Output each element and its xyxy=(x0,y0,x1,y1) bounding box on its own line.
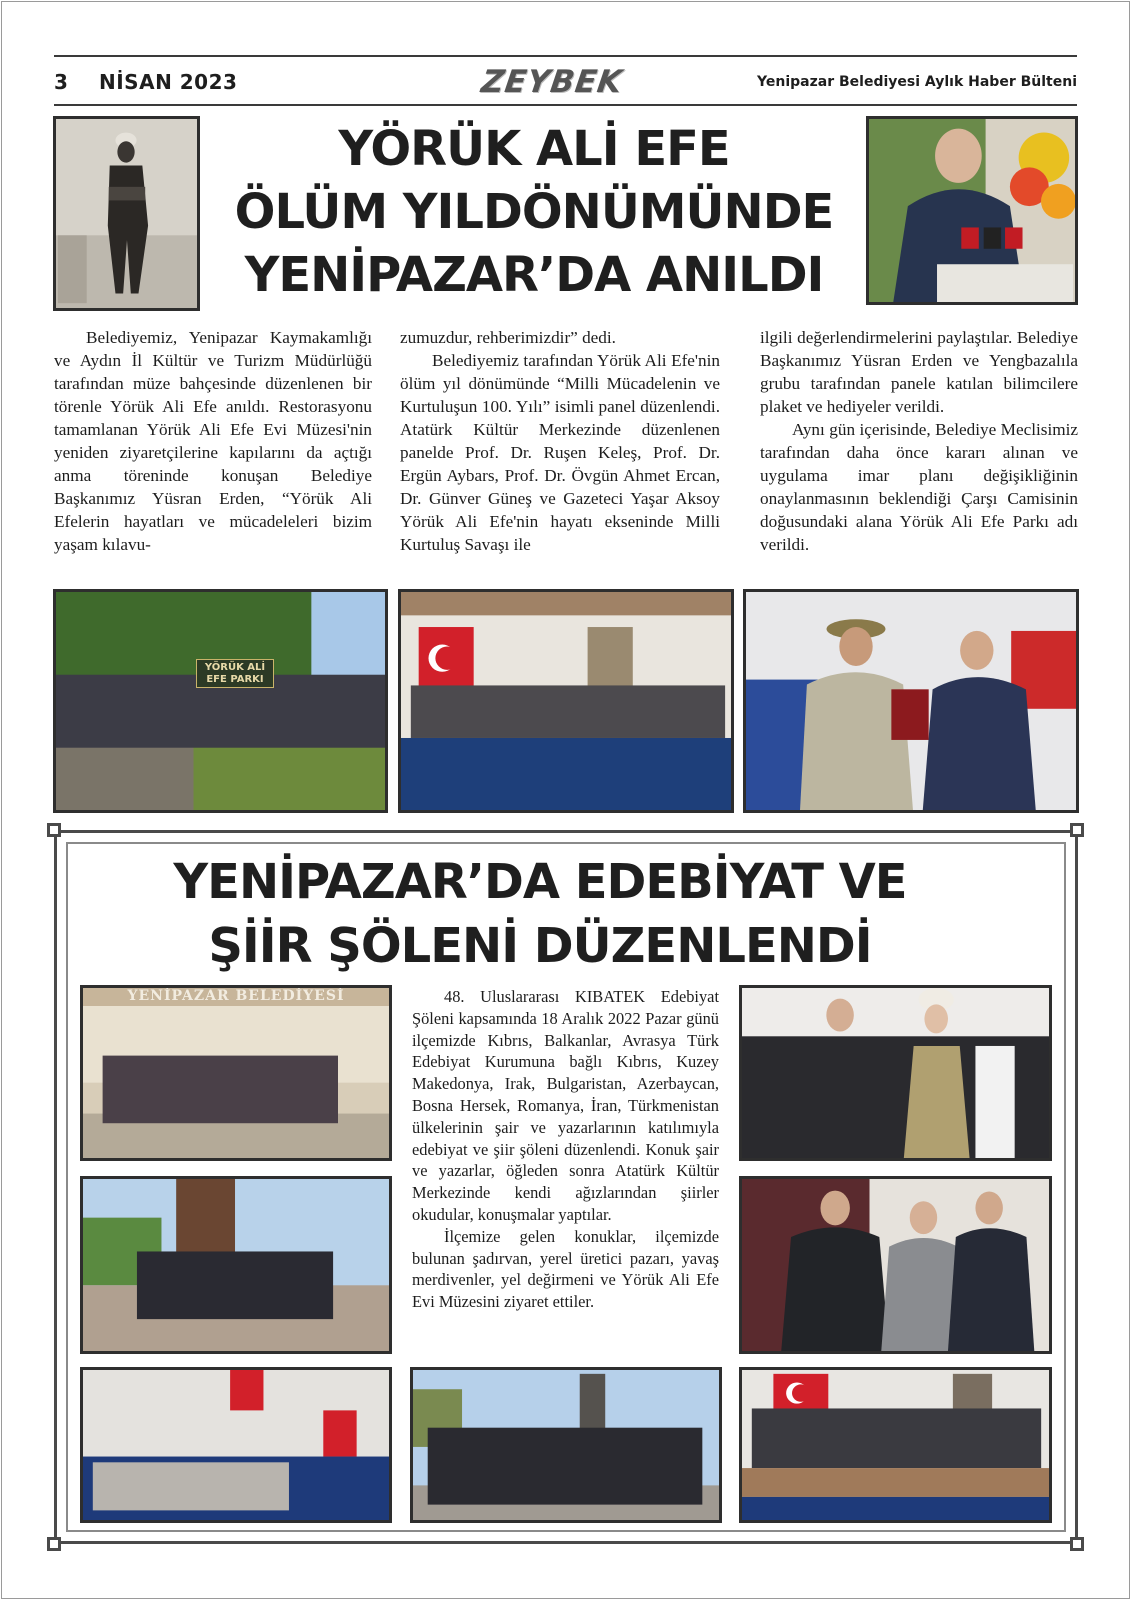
article1-headline xyxy=(204,118,864,307)
article1-column-3 xyxy=(760,326,1078,556)
newsletter-tagline: Yenipazar Belediyesi Aylık Haber Bülteni xyxy=(757,74,1077,90)
frame-corner-top-right xyxy=(1070,823,1084,837)
photo-stage-group xyxy=(739,1367,1052,1523)
article1-paragraph-2: Belediyemiz tarafından Yörük Ali Efe'nin ölüm yıl dönümünde “Milli Mücadelenin ve Kurtuluşun 100. Yılı” isimli panel düzenlendi. Atatürk Kültür Merkezinde düzenlenen panelde Prof. Dr. Ruşen Keleş, Prof. Dr. Ergün Aybars, Prof. Dr. Övgün Ahmet Ercan, Dr. Günver Güneş ve Gazeteci Yaşar Aksoy Yörük Ali Efe'nin hayatı ekseninde Milli Kurtuluş Savaşı ile xyxy=(400,351,720,554)
article1-paragraph-2-end: ilgili değerlendirmelerini paylaştılar. Belediye Başkanımız Yüsran Erden ve Yengbazalıla grubu tarafından panele katılan bilimcilere plaket ve hediyeler verildi. xyxy=(760,328,1078,416)
page-header xyxy=(54,64,1077,102)
article2-headline xyxy=(120,850,960,978)
photo-plaque-presentation xyxy=(743,589,1079,813)
photo-hall-performance xyxy=(80,1367,392,1523)
photo-mayor-speech xyxy=(866,116,1078,305)
issue-date: NİSAN 2023 xyxy=(99,70,238,94)
article1-column-2 xyxy=(400,326,720,556)
photo-group-statue xyxy=(410,1367,722,1523)
article2-paragraph-1: 48. Uluslararası KIBATEK Edebiyat Şöleni kapsamında 18 Aralık 2022 Pazar günü ilçemizde Kıbrıs, Balkanlar, Avrasya Türk Edebiyat Kurumuna bağlı Kıbrıs, Kuzey Makedonya, Irak, Bulgaristan, Azerbaycan, Bosna Hersek, Romanya, İran, Türkmenistan ülkelerinin şair ve yazarlarının katılımıyla edebiyat ve şiir şöleni düzenlendi. Konuk şair ve yazarlar, öğleden sonra Atatürk Kültür Merkezinde kendi ağızlarından şiirler okudular, konuşmalar yaptılar. xyxy=(412,987,719,1224)
frame-corner-bottom-left xyxy=(47,1537,61,1551)
photo-award-poet xyxy=(739,985,1052,1161)
article2-headline-line2: ŞİİR ŞÖLENİ DÜZENLENDİ xyxy=(208,918,872,974)
article1-paragraph-1-end: zumuzdur, rehberimizdir” dedi. xyxy=(400,328,616,347)
photo-park-sign: YÖRÜK ALİ EFE PARKI xyxy=(196,659,274,688)
frame-corner-top-left xyxy=(47,823,61,837)
photo-group-sadirvan xyxy=(80,1176,392,1354)
article1-headline-line1: YÖRÜK ALİ EFE xyxy=(338,121,730,177)
article1-paragraph-3: Aynı gün içerisinde, Belediye Meclisimiz tarafından daha önce kararı alınan ve uygulama imar planı değişikliğinin onaylanmasının beklendiği Çarşı Camisinin doğusundaki alana Yörük Ali Efe Parkı adı verildi. xyxy=(760,420,1078,554)
frame-corner-bottom-right xyxy=(1070,1537,1084,1551)
photo-park-naming xyxy=(53,589,388,813)
photo-panel-group xyxy=(398,589,734,813)
photo-yoruk-ali-efe-portrait xyxy=(53,116,200,311)
article1-headline-line2: ÖLÜM YILDÖNÜMÜNDE xyxy=(234,184,834,240)
article1-paragraph-1: Belediyemiz, Yenipazar Kaymakamlığı ve Aydın İl Kültür ve Turizm Müdürlüğü tarafından müze bahçesinde düzenlenen bir törenle Yörük Ali Efe anıldı. Restorasyonu tamamlanan Yörük Ali Efe Evi Müzesi'nin yeniden ziyaretçilerine kapılarını da açtığı anma töreninde konuşan Belediye Başkanımız Yüsran Erden, “Yörük Ali Efelerin hayatları ve mücadeleleri bizim yaşam kılavu- xyxy=(54,328,372,554)
photo-building-sign: YENİPAZAR BELEDİYESİ xyxy=(83,988,389,1006)
header-bottom-rule xyxy=(54,104,1077,106)
photo-group-municipality xyxy=(80,985,392,1161)
photo-award-guests xyxy=(739,1176,1052,1354)
page-number: 3 xyxy=(54,70,68,94)
article1-column-1 xyxy=(54,326,372,556)
header-top-rule xyxy=(54,55,1077,57)
article2-headline-line1: YENİPAZAR’DA EDEBİYAT VE xyxy=(173,854,907,910)
article2-column xyxy=(412,986,719,1313)
article2-paragraph-2: İlçemize gelen konuklar, ilçemizde bulunan şadırvan, yerel üretici pazarı, yavaş merdivenler, yel değirmeni ve Yörük Ali Efe Evi Müzesini ziyaret ettiler. xyxy=(412,1226,719,1312)
article1-headline-line3: YENİPAZAR’DA ANILDI xyxy=(244,247,824,303)
newsletter-logo: ZEYBEK xyxy=(479,64,625,100)
